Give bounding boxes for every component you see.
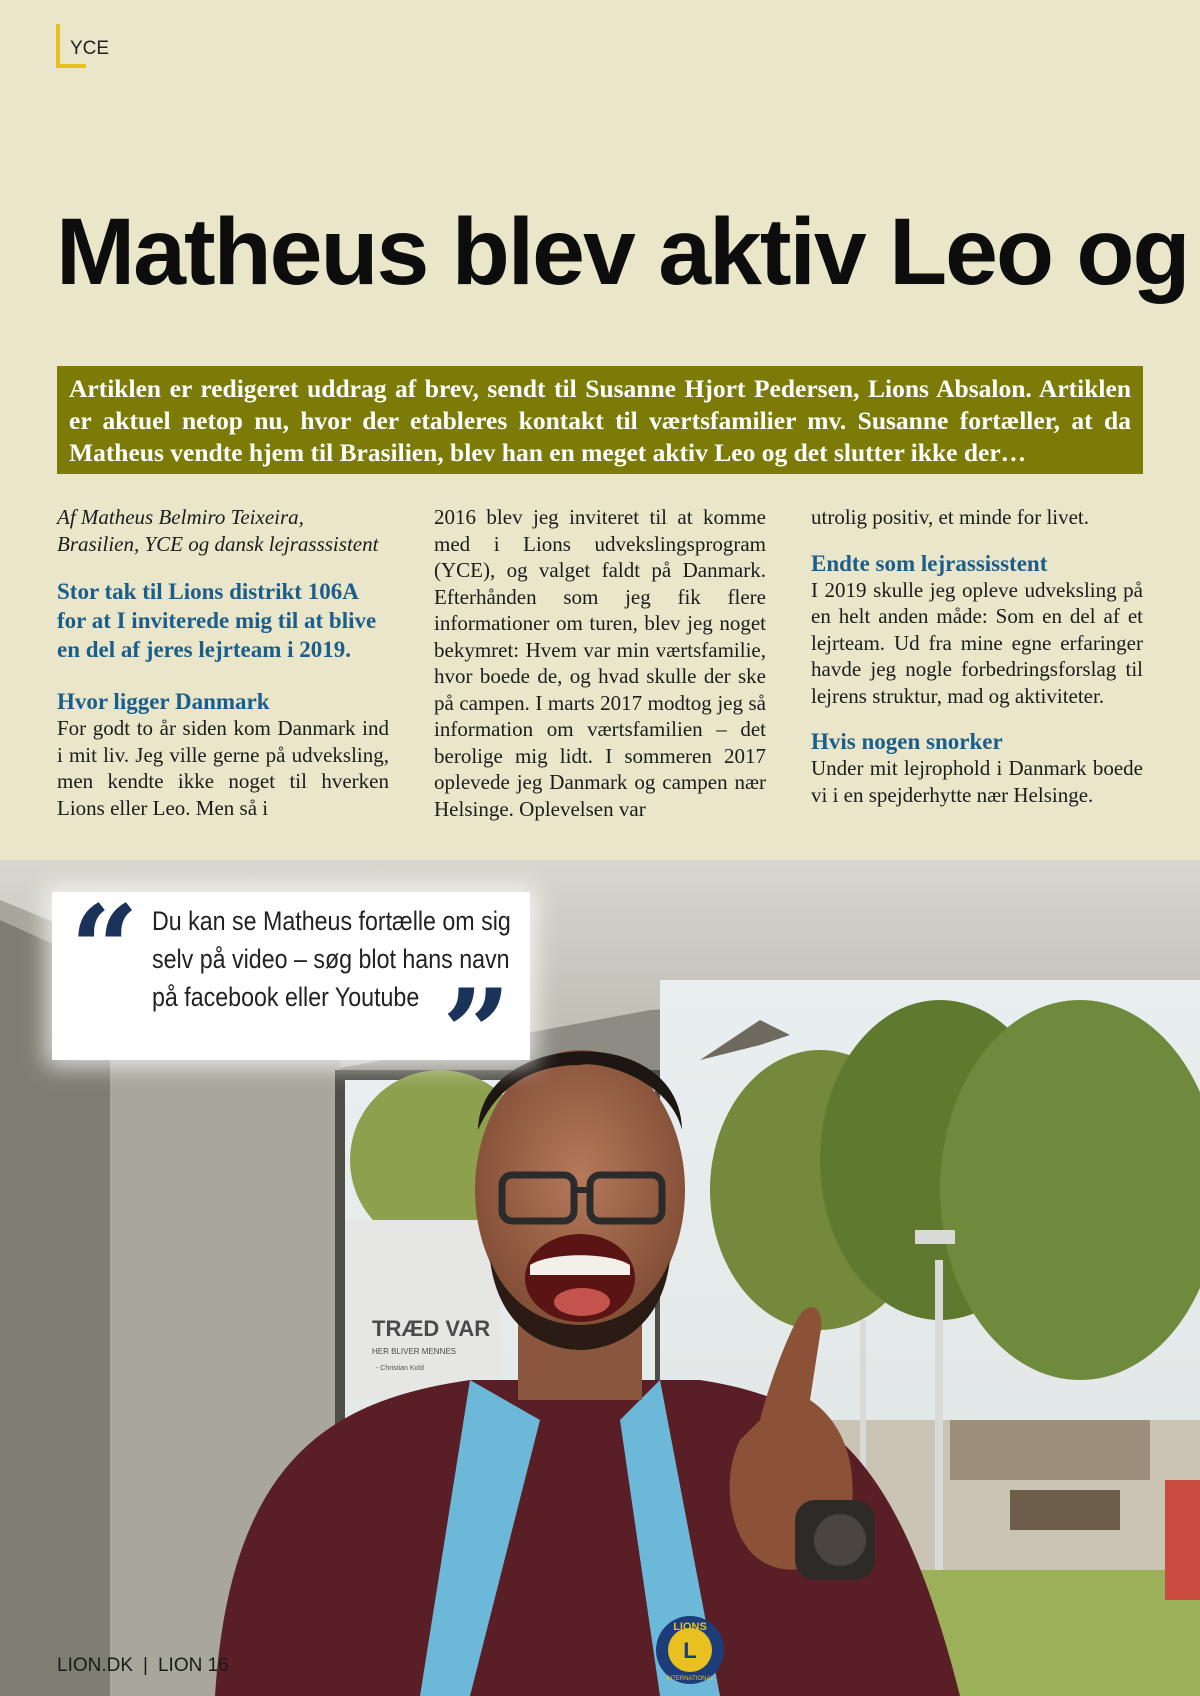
subhead-hvor-ligger-danmark: Hvor ligger Danmark bbox=[57, 689, 270, 714]
column-1-body: For godt to år siden kom Danmark ind i mit liv. Jeg ville gerne på udveksling, men kendte ikke noget til hverken Lions eller Leo. Men så i bbox=[57, 716, 389, 820]
badge-letter: L bbox=[683, 1638, 697, 1663]
column-2 bbox=[434, 504, 766, 822]
subhead-endte-som-lejrassisstent: Endte som lejrassisstent bbox=[811, 550, 1048, 576]
sign-small-text: - Christian Kold bbox=[376, 1365, 424, 1372]
lead-box bbox=[57, 366, 1143, 474]
section-tag bbox=[56, 24, 110, 68]
quote-open-icon: “ bbox=[70, 879, 140, 1020]
pull-quote-box bbox=[52, 879, 530, 1104]
column-3 bbox=[811, 504, 1143, 808]
column-3-body-1: I 2019 skulle jeg opleve udveksling på en helt anden måde: Som en del af et lejrteam. Ud fra mine egne erfaringer havde jeg nogle forbedringsforslag til lejrens struktur, mad og aktiviteter. bbox=[811, 577, 1143, 708]
sign-sub-text: HER BLIVER MENNES bbox=[372, 1347, 457, 1356]
page-footer bbox=[57, 1655, 229, 1677]
footer-issue: LION 16 bbox=[157, 1655, 229, 1676]
sign-main-text: TRÆD VAR bbox=[372, 1316, 491, 1341]
footer-separator: | bbox=[143, 1655, 148, 1676]
column-1 bbox=[57, 504, 389, 821]
article-headline: Matheus blev aktiv Leo og bbox=[56, 199, 1189, 305]
byline: Af Matheus Belmiro Teixeira, Brasilien, YCE og dansk lejrasssistent bbox=[57, 505, 379, 556]
badge-bottom-text: INTERNATIONAL bbox=[666, 1676, 714, 1682]
tag-bracket-vertical bbox=[56, 24, 60, 68]
lead-text: Artiklen er redigeret uddrag af brev, sendt til Susanne Hjort Pedersen, Lions Absalon. Artiklen er aktuel netop nu, hvor der etableres kontakt til værtsfamilier mv. Susanne fortæller, at da Matheus vendte hjem til Brasilien, blev han en meget aktiv Leo og det slutter ikke der… bbox=[69, 374, 1131, 467]
column-2-body: 2016 blev jeg inviteret til at komme med i Lions udvekslingsprogram (YCE), og valget faldt på Danmark. Efterhånden som jeg fik flere informationer om turen, blev jeg noget bekymret: Hvem var min værtsfamilie, hvor boede de, og hvad skulle der ske på campen. I marts 2017 modtog jeg så information om værtsfamilien – det berolige mig lidt. I sommeren 2017 oplevede jeg Danmark og campen nær Helsinge. Oplevelsen var bbox=[434, 505, 766, 821]
section-tag-label: YCE bbox=[70, 38, 110, 59]
footer-site: LION.DK bbox=[57, 1655, 134, 1676]
column-3-top: utrolig positiv, et minde for livet. bbox=[811, 505, 1090, 529]
pull-quote-text: Du kan se Matheus fortælle om sig selv på video – søg blot hans navn på facebook eller Youtube bbox=[152, 906, 511, 1012]
quote-close-icon: ” bbox=[442, 963, 512, 1104]
tag-bracket-horizontal bbox=[56, 64, 86, 68]
badge-top-text: LIONS bbox=[673, 1621, 707, 1633]
column-3-body-2: Under mit lejrophold i Danmark boede vi i en spejderhytte nær Helsinge. bbox=[811, 756, 1143, 807]
subhead-hvis-nogen-snorker: Hvis nogen snorker bbox=[811, 729, 1003, 754]
intro-text: Stor tak til Lions distrikt 106A for at I inviterede mig til at blive en del af jeres lejrteam i 2019. bbox=[57, 579, 377, 662]
